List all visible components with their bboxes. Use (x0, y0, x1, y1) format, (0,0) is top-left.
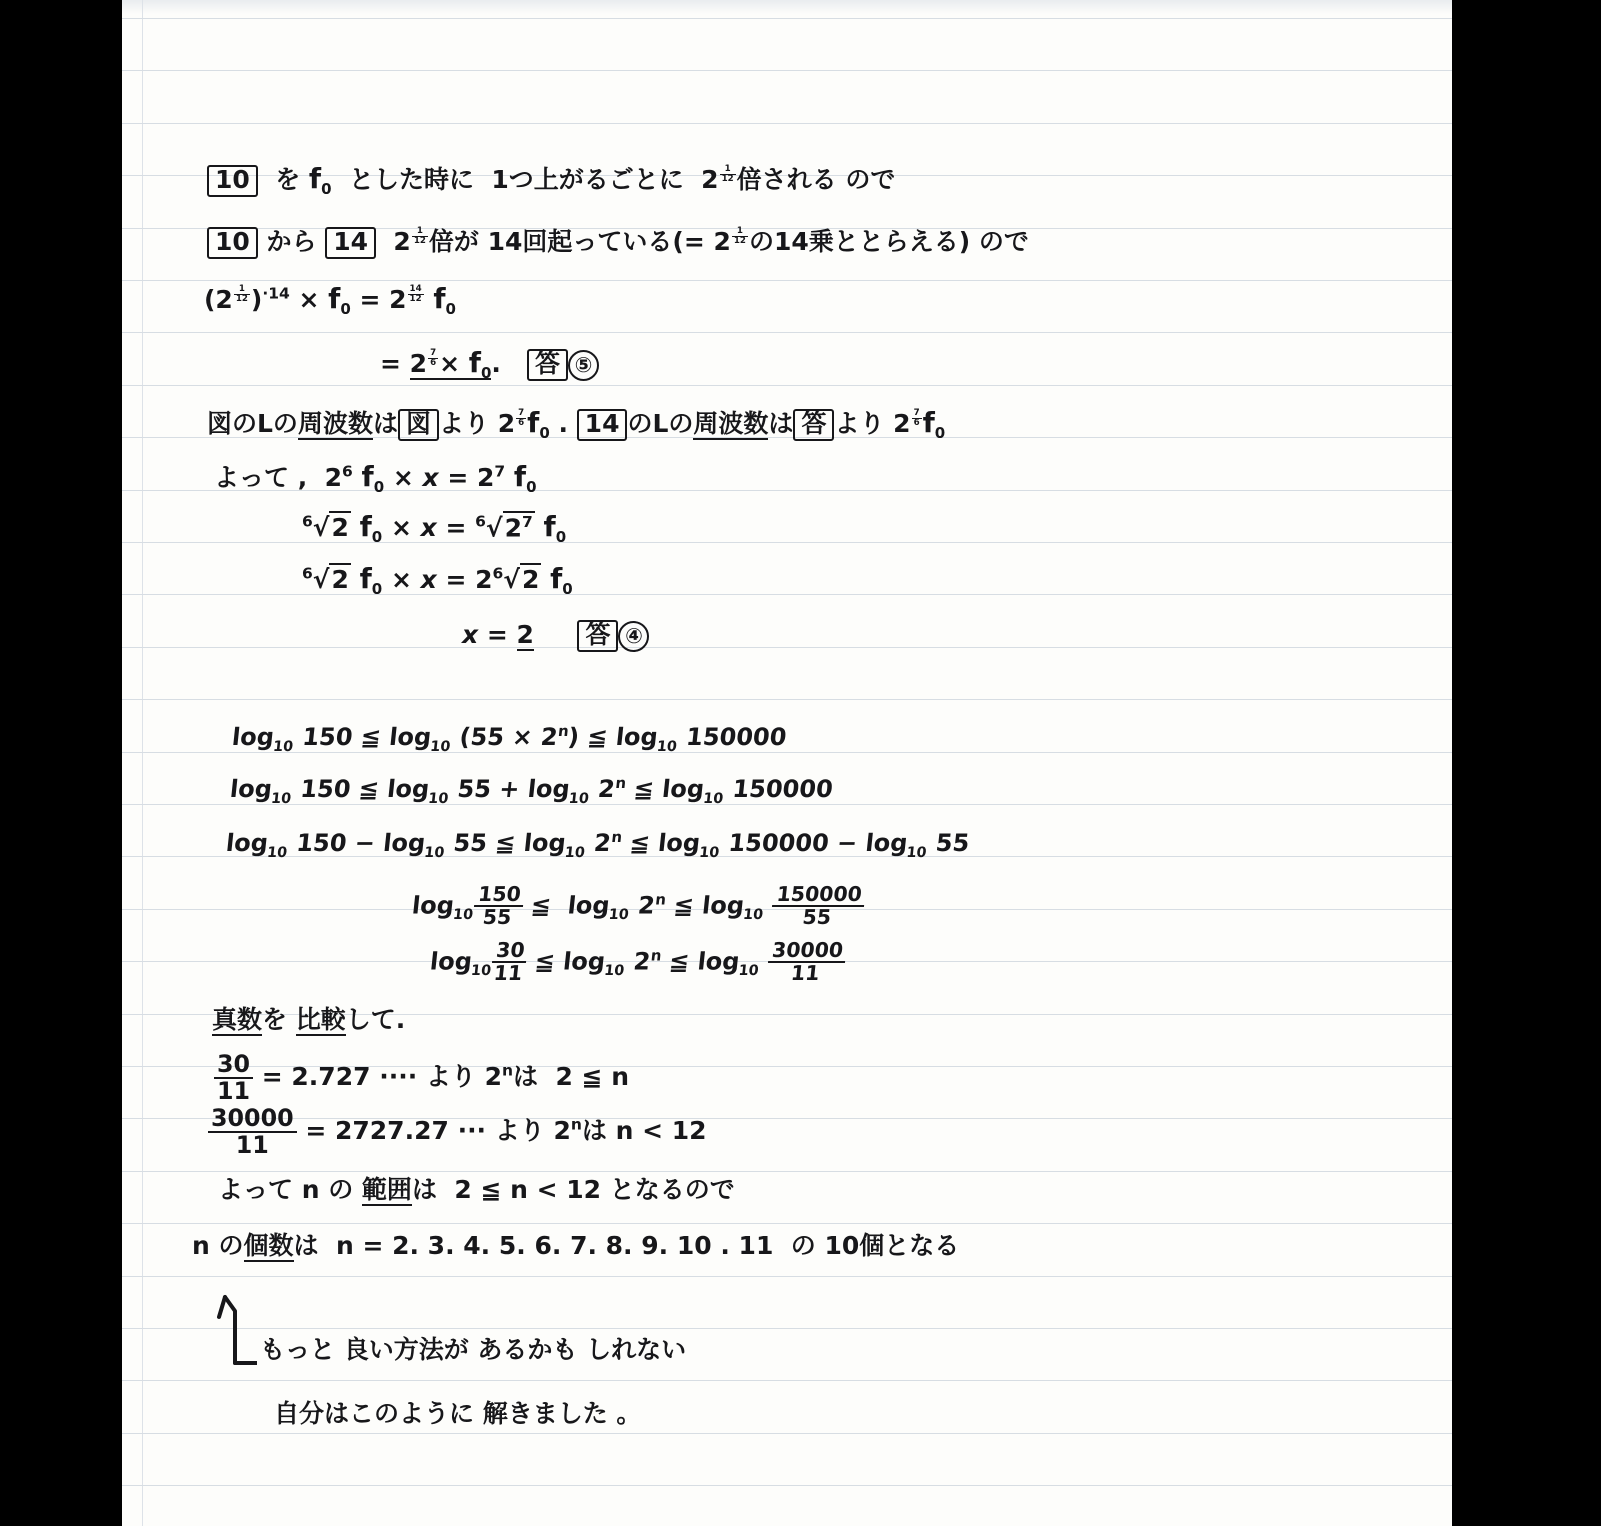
handwritten-line: 10 を $f_0$ とした時に 1つ上がるごとに 2 $^{\frac{1}{12}}$ 倍される ので (207, 160, 895, 198)
notebook-page (122, 0, 1452, 1526)
handwritten-line: よって , $2^6$ $f_0 \times x = 2^7$ $f_0$ (214, 460, 537, 496)
handwritten-line: x = 2 答 ④ (462, 620, 649, 652)
handwritten-line: (2 $^{\frac{1}{12}}$ )$^{\cdot 14} \times f_0 = 2$ $^{\frac{14}{12}}$ $f_0$ (204, 282, 456, 318)
handwritten-line: よって n の 範囲は 2 ≦ n < 12 となるので (218, 1175, 735, 1204)
handwritten-line: $\log_{10} 150$ ≦ $\log_{10} 55 + \log_{10} 2^n$ ≦ $\log_{10} 150000$ (228, 774, 835, 807)
handwritten-line: $\log_{10}$ $\frac{30}{11}$ ≦ $\log_{10} 2^n$ ≦ $\log_{10}$ $\frac{30000}{11}$ (428, 940, 848, 985)
handwritten-line: = 2 $^{\frac{7}{6}}$ × $f_0$. 答 ⑤ (380, 346, 599, 382)
handwritten-line: $\log_{10}$ $\frac{150}{55}$ ≦ $\log_{10} 2^n$ ≦ $\log_{10}$ $\frac{150000}{55}$ (410, 884, 866, 929)
handwritten-line: 真数を 比較して. (212, 1005, 406, 1034)
handwriting-layer (122, 0, 1452, 1526)
left-letterbox-bar (0, 0, 122, 1526)
right-letterbox-bar (1452, 0, 1601, 1526)
handwritten-line: $\log_{10} 150$ ≦ $\log_{10} (55 \times 2^n)$ ≦ $\log_{10} 150000$ (230, 722, 788, 755)
handwritten-line: 10 から 14 2 $^{\frac{1}{12}}$ 倍が 14回起っている(= 2 $^{\frac{1}{12}}$ の14乗ととらえる) ので (207, 222, 1029, 259)
upward-arrow-annotation (197, 1283, 257, 1365)
handwritten-line: $\frac{30}{11}$ = 2.727 ···· より 2$^n$は 2 ≦ n (214, 1052, 629, 1104)
handwritten-line: $^6$√2 $f_0 \times x = 2^6√2$ $f_0$ (302, 562, 573, 598)
handwritten-line: $^6$√2 $f_0 \times x = ^6√2^7$ $f_0$ (302, 510, 567, 546)
handwritten-line: $\frac{30000}{11}$ = 2727.27 ··· より 2$^n$は n < 12 (208, 1106, 707, 1158)
handwritten-line: もっと 良い方法が あるかも しれない (260, 1335, 687, 1364)
handwritten-line: n の個数は n = 2. 3. 4. 5. 6. 7. 8. 9. 10 . 11 の 10個となる (192, 1231, 960, 1260)
handwritten-line: 図のLの周波数は 図 より 2 $^{\frac{7}{6}}$ $f_0$ . 14 のLの周波数は 答 より 2 $^{\frac{7}{6}}$ $f_0$ (207, 406, 946, 442)
handwritten-line: 自分はこのように 解きました 。 (274, 1399, 642, 1428)
handwritten-line: $\log_{10} 150 - \log_{10} 55$ ≦ $\log_{10} 2^n$ ≦ $\log_{10} 150000 - \log_{10} 55$ (224, 828, 971, 861)
